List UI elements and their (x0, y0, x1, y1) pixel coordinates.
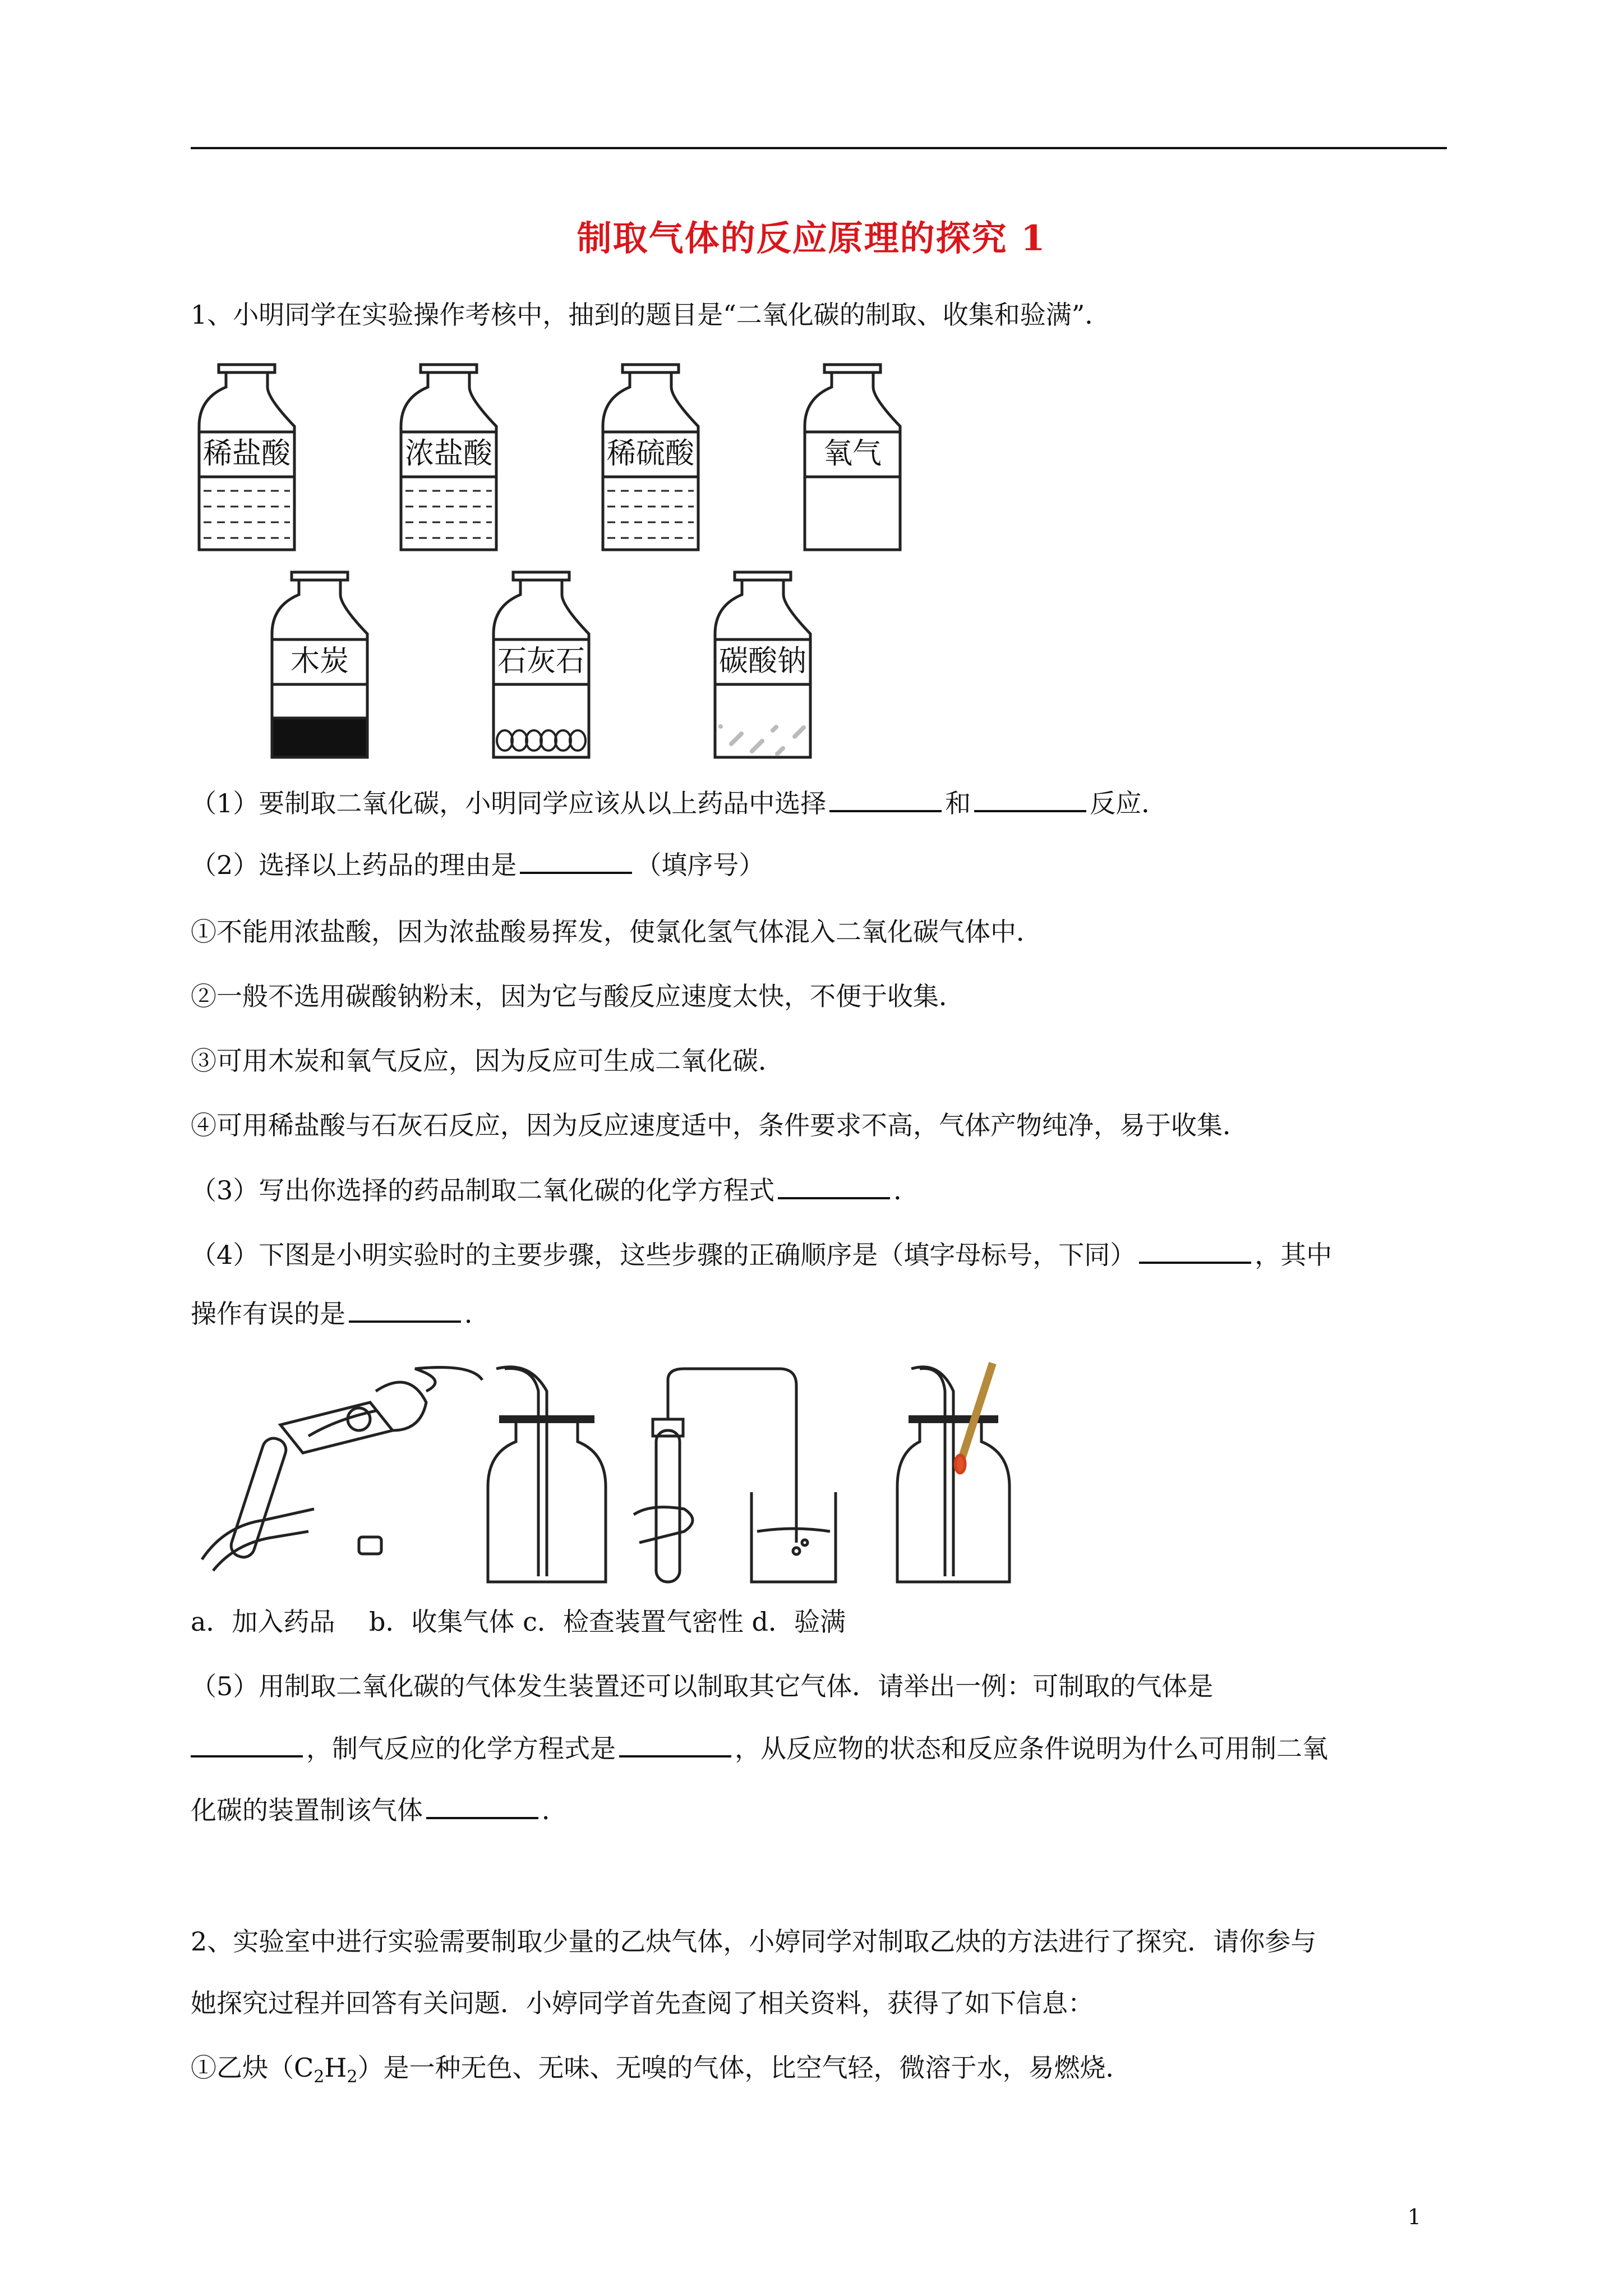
reagent-bottle (401, 365, 496, 550)
q2-intro-line1: 2、实验室中进行实验需要制取少量的乙炔气体，小婷同学对制取乙炔的方法进行了探究．请你参与 (191, 1926, 1317, 1957)
q1-part5: （5）用制取二氧化碳的气体发生装置还可以制取其它气体．请举出一例：可制取的气体是 (191, 1671, 1214, 1701)
reagent-bottle (603, 365, 698, 550)
bottle-label: 石灰石 (497, 645, 585, 678)
answer-blank[interactable] (974, 785, 1086, 812)
q2-intro-line2: 她探究过程并回答有关问题．小婷同学首先查阅了相关资料，获得了如下信息： (191, 1988, 1094, 2018)
bottle-label: 稀硫酸 (606, 437, 695, 471)
header-rule (191, 147, 1447, 149)
q1-part5-cont2: 化碳的装置制该气体 ． (191, 1792, 568, 1828)
q1-part5-cont: ，制气反应的化学方程式是 ，从反应物的状态和反应条件说明为什么可用制二氧 (191, 1731, 1328, 1766)
step-b-collect-gas-drawing (488, 1367, 606, 1582)
q1-part2: （2）选择以上药品的理由是 （填序号） (191, 847, 764, 882)
q2-info-1: ①乙炔$(C_2H_2)$是一种无色、无味、无嗅的气体，比空气轻，微溶于水，易燃烧． (191, 2053, 1132, 2087)
reagent-bottle (494, 572, 589, 757)
q1-option-3: ③可用木炭和氧气反应，因为反应可生成二氧化碳． (191, 1046, 784, 1076)
q1-option-2: ②一般不选用碳酸钠粉末，因为它与酸反应速度太快，不便于收集． (191, 981, 965, 1011)
answer-blank[interactable] (349, 1296, 461, 1323)
page-title: 制取气体的反应原理的探究 1 (577, 218, 1046, 259)
bottle-label: 稀盐酸 (202, 437, 291, 471)
reagent-bottle (272, 572, 367, 757)
reagent-bottle (715, 572, 810, 757)
answer-blank[interactable] (191, 1731, 303, 1757)
bottle-label: 氧气 (823, 437, 882, 471)
answer-blank[interactable] (778, 1172, 890, 1199)
q1-part1: （1）要制取二氧化碳，小明同学应该从以上药品中选择 和 反应． (191, 785, 1167, 821)
reagent-bottle (199, 365, 294, 550)
answer-blank[interactable] (1139, 1237, 1251, 1264)
reagent-bottles-figure (191, 359, 931, 763)
step-a-add-reagent-drawing (202, 1368, 482, 1571)
answer-blank[interactable] (619, 1731, 731, 1757)
step-c-airtightness-drawing (634, 1369, 836, 1582)
step-d-check-full-drawing (897, 1363, 1009, 1582)
page-number: 1 (1407, 2205, 1421, 2229)
q1-part4: （4）下图是小明实验时的主要步骤，这些步骤的正确顺序是（填字母标号，下同） ，其中 (191, 1237, 1332, 1272)
steps-caption: a．加入药品 b．收集气体 c．检查装置气密性 d．验满 (191, 1607, 846, 1637)
q1-option-1: ①不能用浓盐酸，因为浓盐酸易挥发，使氯化氢气体混入二氧化碳气体中． (191, 917, 1042, 947)
bottle-label: 碳酸钠 (718, 645, 807, 678)
reagent-bottle (805, 365, 900, 550)
q1-part3: （3）写出你选择的药品制取二氧化碳的化学方程式 ． (191, 1172, 919, 1208)
answer-blank[interactable] (520, 847, 632, 874)
q1-part4-cont: 操作有误的是 ． (191, 1296, 490, 1331)
answer-blank[interactable] (829, 785, 942, 812)
answer-blank[interactable] (426, 1792, 538, 1819)
bottle-label: 浓盐酸 (404, 437, 493, 471)
experiment-steps-figure (191, 1358, 1032, 1593)
q1-option-4: ④可用稀盐酸与石灰石反应，因为反应速度适中，条件要求不高，气体产物纯净，易于收集． (191, 1110, 1248, 1140)
bottle-label: 木炭 (290, 645, 349, 678)
q1-intro: 1、小明同学在实验操作考核中，抽到的题目是“二氧化碳的制取、收集和验满”． (191, 300, 1111, 330)
